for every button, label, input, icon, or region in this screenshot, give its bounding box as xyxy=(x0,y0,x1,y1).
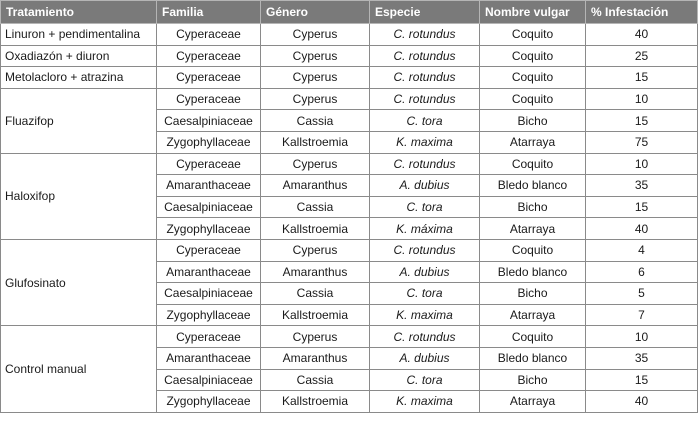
cell-genero: Cyperus xyxy=(261,239,370,261)
table-row xyxy=(1,67,698,89)
cell-familia: Cyperaceae xyxy=(157,24,261,46)
cell-especie: C. rotundus xyxy=(370,24,480,46)
cell-genero: Cyperus xyxy=(261,88,370,110)
cell-familia: Caesalpiniaceae xyxy=(157,369,261,391)
cell-especie: C. rotundus xyxy=(370,326,480,348)
cell-especie: K. maxima xyxy=(370,131,480,153)
cell-especie: A. dubius xyxy=(370,175,480,197)
cell-genero: Cyperus xyxy=(261,326,370,348)
cell-tratamiento: Fluazifop xyxy=(1,88,157,153)
table-row xyxy=(1,45,698,67)
cell-genero: Cassia xyxy=(261,369,370,391)
cell-nombre: Bicho xyxy=(480,196,586,218)
cell-infestacion: 7 xyxy=(586,304,698,326)
cell-familia: Cyperaceae xyxy=(157,67,261,89)
cell-especie: C. rotundus xyxy=(370,88,480,110)
cell-infestacion: 10 xyxy=(586,88,698,110)
header-row xyxy=(1,1,698,24)
cell-especie: C. tora xyxy=(370,196,480,218)
cell-familia: Cyperaceae xyxy=(157,326,261,348)
cell-infestacion: 6 xyxy=(586,261,698,283)
cell-infestacion: 25 xyxy=(586,45,698,67)
cell-nombre: Bicho xyxy=(480,369,586,391)
cell-especie: C. rotundus xyxy=(370,45,480,67)
cell-infestacion: 10 xyxy=(586,153,698,175)
cell-familia: Cyperaceae xyxy=(157,153,261,175)
cell-nombre: Coquito xyxy=(480,239,586,261)
header-nombre-vulgar: Nombre vulgar xyxy=(480,1,586,24)
cell-infestacion: 15 xyxy=(586,196,698,218)
cell-infestacion: 5 xyxy=(586,283,698,305)
table-header xyxy=(1,1,698,24)
header-genero: Género xyxy=(261,1,370,24)
cell-infestacion: 15 xyxy=(586,369,698,391)
table-row xyxy=(1,153,698,175)
cell-genero: Cyperus xyxy=(261,153,370,175)
table-row xyxy=(1,88,698,110)
cell-genero: Amaranthus xyxy=(261,261,370,283)
table-row xyxy=(1,24,698,46)
cell-genero: Cyperus xyxy=(261,24,370,46)
cell-nombre: Coquito xyxy=(480,153,586,175)
cell-familia: Caesalpiniaceae xyxy=(157,196,261,218)
table-row xyxy=(1,326,698,348)
cell-familia: Zygophyllaceae xyxy=(157,131,261,153)
cell-nombre: Atarraya xyxy=(480,218,586,240)
cell-especie: K. maxima xyxy=(370,391,480,413)
cell-especie: C. rotundus xyxy=(370,67,480,89)
cell-especie: A. dubius xyxy=(370,261,480,283)
cell-infestacion: 10 xyxy=(586,326,698,348)
cell-tratamiento: Haloxifop xyxy=(1,153,157,239)
cell-nombre: Coquito xyxy=(480,67,586,89)
cell-genero: Amaranthus xyxy=(261,347,370,369)
cell-nombre: Atarraya xyxy=(480,304,586,326)
cell-infestacion: 35 xyxy=(586,347,698,369)
cell-genero: Kallstroemia xyxy=(261,304,370,326)
cell-familia: Zygophyllaceae xyxy=(157,391,261,413)
cell-infestacion: 40 xyxy=(586,391,698,413)
cell-familia: Amaranthaceae xyxy=(157,347,261,369)
header-familia: Familia xyxy=(157,1,261,24)
cell-infestacion: 35 xyxy=(586,175,698,197)
cell-familia: Cyperaceae xyxy=(157,239,261,261)
cell-especie: C. rotundus xyxy=(370,239,480,261)
cell-tratamiento: Metolacloro + atrazina xyxy=(1,67,157,89)
cell-nombre: Bledo blanco xyxy=(480,175,586,197)
cell-genero: Cyperus xyxy=(261,45,370,67)
cell-especie: A. dubius xyxy=(370,347,480,369)
cell-familia: Caesalpiniaceae xyxy=(157,110,261,132)
cell-nombre: Coquito xyxy=(480,88,586,110)
cell-nombre: Bicho xyxy=(480,283,586,305)
header-especie: Especie xyxy=(370,1,480,24)
cell-especie: C. rotundus xyxy=(370,153,480,175)
cell-familia: Cyperaceae xyxy=(157,88,261,110)
cell-nombre: Atarraya xyxy=(480,131,586,153)
cell-especie: C. tora xyxy=(370,369,480,391)
cell-familia: Caesalpiniaceae xyxy=(157,283,261,305)
cell-tratamiento: Linuron + pendimentalina xyxy=(1,24,157,46)
cell-infestacion: 40 xyxy=(586,24,698,46)
cell-infestacion: 15 xyxy=(586,67,698,89)
cell-nombre: Atarraya xyxy=(480,391,586,413)
cell-tratamiento: Glufosinato xyxy=(1,239,157,325)
cell-genero: Cassia xyxy=(261,110,370,132)
cell-nombre: Coquito xyxy=(480,45,586,67)
cell-genero: Cassia xyxy=(261,283,370,305)
header-infestacion: % Infestación xyxy=(586,1,698,24)
cell-genero: Kallstroemia xyxy=(261,131,370,153)
cell-familia: Amaranthaceae xyxy=(157,261,261,283)
cell-genero: Cassia xyxy=(261,196,370,218)
cell-especie: K. máxima xyxy=(370,218,480,240)
cell-familia: Amaranthaceae xyxy=(157,175,261,197)
cell-nombre: Coquito xyxy=(480,326,586,348)
cell-familia: Zygophyllaceae xyxy=(157,304,261,326)
cell-infestacion: 40 xyxy=(586,218,698,240)
cell-especie: C. tora xyxy=(370,110,480,132)
cell-nombre: Coquito xyxy=(480,24,586,46)
cell-genero: Kallstroemia xyxy=(261,218,370,240)
cell-tratamiento: Control manual xyxy=(1,326,157,412)
cell-tratamiento: Oxadiazón + diuron xyxy=(1,45,157,67)
cell-familia: Cyperaceae xyxy=(157,45,261,67)
cell-especie: K. maxima xyxy=(370,304,480,326)
header-tratamiento: Tratamiento xyxy=(1,1,157,24)
cell-infestacion: 15 xyxy=(586,110,698,132)
cell-genero: Amaranthus xyxy=(261,175,370,197)
cell-infestacion: 4 xyxy=(586,239,698,261)
cell-nombre: Bledo blanco xyxy=(480,261,586,283)
table-body xyxy=(1,24,698,413)
cell-genero: Kallstroemia xyxy=(261,391,370,413)
cell-infestacion: 75 xyxy=(586,131,698,153)
cell-nombre: Bledo blanco xyxy=(480,347,586,369)
cell-especie: C. tora xyxy=(370,283,480,305)
cell-genero: Cyperus xyxy=(261,67,370,89)
table-row xyxy=(1,239,698,261)
cell-nombre: Bicho xyxy=(480,110,586,132)
cell-familia: Zygophyllaceae xyxy=(157,218,261,240)
